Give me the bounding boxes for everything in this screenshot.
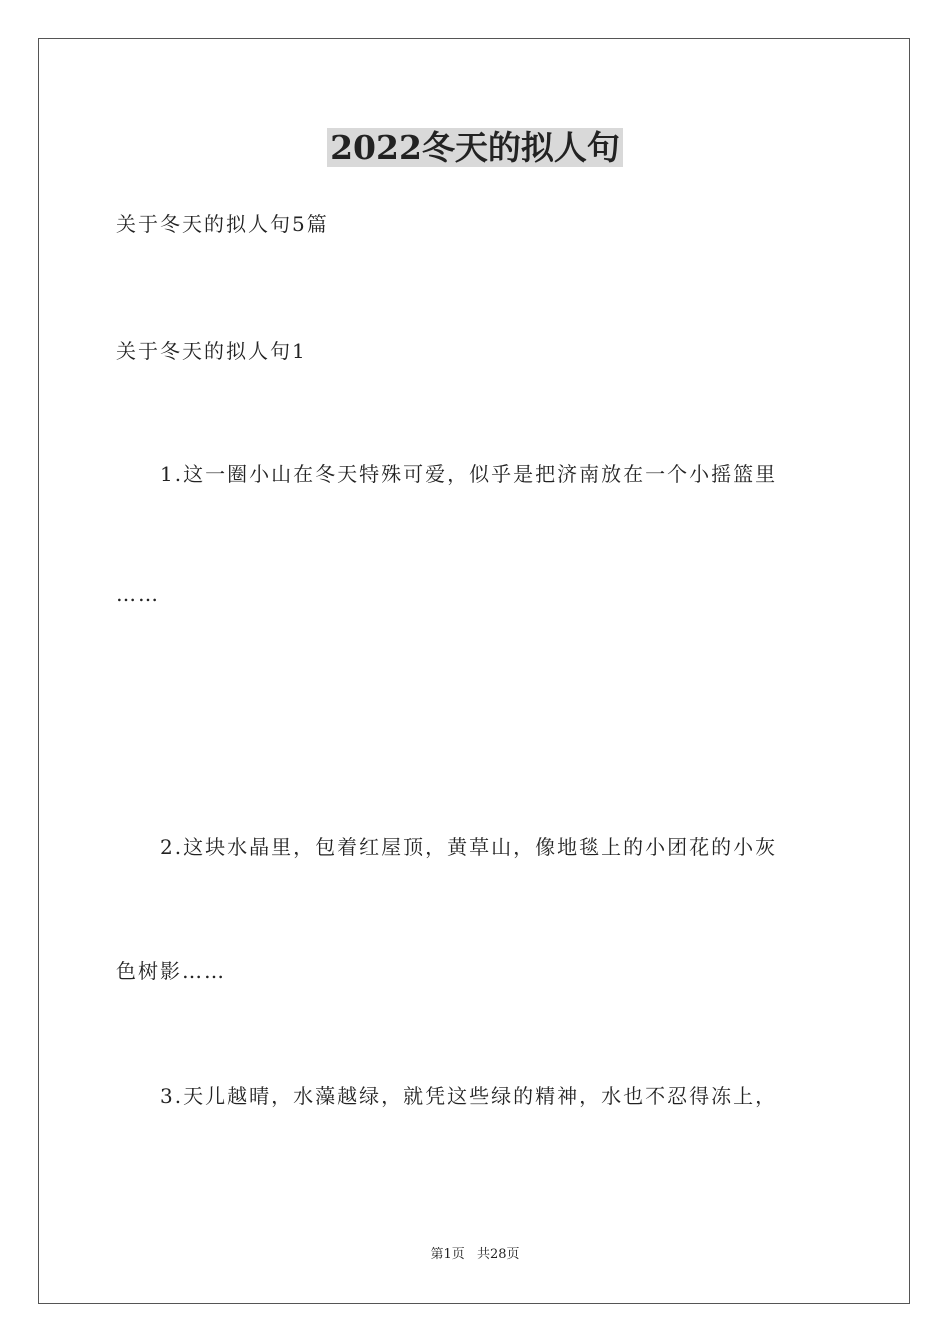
total-pages: 共28页: [476, 1247, 520, 1262]
document-title: [0, 128, 950, 168]
paragraph-3-line-1: 3.天儿越晴，水藻越绿，就凭这些绿的精神，水也不忍得冻上，: [160, 1084, 778, 1108]
page-footer: [0, 1246, 950, 1264]
paragraph-1-line-1: 1.这一圈小山在冬天特殊可爱，似乎是把济南放在一个小摇篮里: [160, 462, 778, 486]
page-number: 第1页: [430, 1247, 465, 1262]
paragraph-2-line-2: 色树影……: [116, 959, 226, 983]
paragraph-2-line-1: 2.这块水晶里，包着红屋顶，黄草山，像地毯上的小团花的小灰: [160, 835, 778, 859]
section-heading: 关于冬天的拟人句1: [116, 339, 307, 363]
document-title-text: 2022冬天的拟人句: [327, 128, 623, 167]
paragraph-1-line-2: ……: [116, 582, 160, 606]
subtitle-text: 关于冬天的拟人句5篇: [116, 212, 329, 236]
